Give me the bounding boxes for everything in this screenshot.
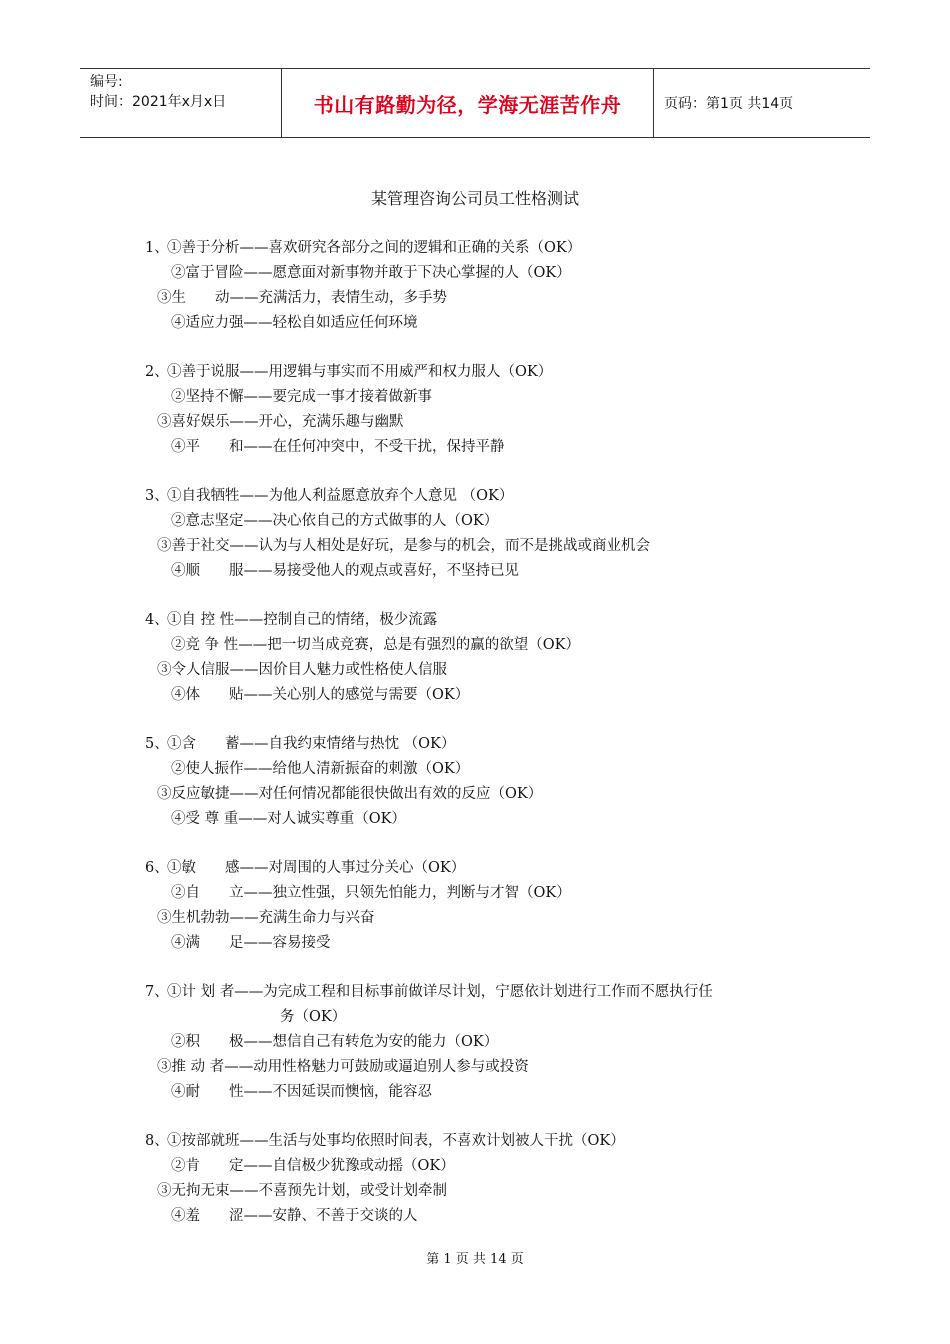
option-text: ③生机勃勃——充满生命力与兴奋 xyxy=(157,910,375,926)
option-line xyxy=(145,856,825,881)
question-number: 3、 xyxy=(145,488,169,504)
question-number: 2、 xyxy=(145,364,169,380)
option-text: ④顺 服——易接受他人的观点或喜好，不坚持已见 xyxy=(171,563,519,579)
header-motto-cell xyxy=(282,69,654,137)
option-text: ④体 贴——关心别人的感觉与需要（OK） xyxy=(171,687,470,703)
question-7 xyxy=(145,980,825,1105)
option-text: ①自 控 性——控制自己的情绪，极少流露 xyxy=(167,612,438,628)
option-text: ③反应敏捷——对任何情况都能很快做出有效的反应（OK） xyxy=(157,786,543,802)
option-text: ①自我牺牲——为他人利益愿意放弃个人意见 （OK） xyxy=(167,488,514,504)
question-number: 8、 xyxy=(145,1133,169,1149)
header-meta xyxy=(80,69,282,137)
option-text: ②肯 定——自信极少犹豫或动摇（OK） xyxy=(171,1158,455,1174)
header-motto: 书山有路勤为径，学海无涯苦作舟 xyxy=(313,92,622,117)
option-text: ④满 足——容易接受 xyxy=(171,935,331,951)
question-number: 6、 xyxy=(145,860,169,876)
option-line xyxy=(145,782,825,807)
option-line xyxy=(145,1080,825,1105)
option-line xyxy=(145,807,825,832)
option-continuation: 务（OK） xyxy=(280,1009,347,1025)
question-4 xyxy=(145,608,825,708)
option-text: ④羞 涩——安静、不善于交谈的人 xyxy=(171,1208,418,1224)
document-title: 某管理咨询公司员工性格测试 xyxy=(370,189,579,208)
option-text: ③无拘无束——不喜预先计划，或受计划牵制 xyxy=(157,1183,447,1199)
option-text: ②坚持不懈——要完成一事才接着做新事 xyxy=(171,389,432,405)
question-number: 1、 xyxy=(145,240,169,256)
option-line xyxy=(145,360,825,385)
option-line xyxy=(145,1204,825,1229)
option-text: ②使人振作——给他人清新振奋的刺激（OK） xyxy=(171,761,470,777)
option-line xyxy=(145,1179,825,1204)
option-line xyxy=(145,261,825,286)
option-text: ④平 和——在任何冲突中，不受干扰，保持平静 xyxy=(171,439,505,455)
option-text: ①计 划 者——为完成工程和目标事前做详尽计划，宁愿依计划进行工作而不愿执行任 xyxy=(167,984,713,1000)
option-text: ④受 尊 重——对人诚实尊重（OK） xyxy=(171,811,406,827)
option-text: ③推 动 者——动用性格魅力可鼓励或逼迫别人参与或投资 xyxy=(157,1059,529,1075)
option-line xyxy=(145,1129,825,1154)
option-line xyxy=(145,881,825,906)
question-1 xyxy=(145,236,825,336)
option-line xyxy=(145,757,825,782)
option-text: ③善于社交——认为与人相处是好玩，是参与的机会，而不是挑战或商业机会 xyxy=(157,538,650,554)
option-line xyxy=(145,980,825,1005)
option-text: ①含 蓄——自我约束情绪与热忱 （OK） xyxy=(167,736,456,752)
option-line xyxy=(145,484,825,509)
option-text: ①按部就班——生活与处事均依照时间表，不喜欢计划被人干扰（OK） xyxy=(167,1133,625,1149)
option-text: ③喜好娱乐——开心，充满乐趣与幽默 xyxy=(157,414,404,430)
question-3 xyxy=(145,484,825,584)
option-line xyxy=(145,906,825,931)
option-line xyxy=(145,931,825,956)
question-list xyxy=(145,236,825,1253)
option-line xyxy=(145,1055,825,1080)
option-text: ①敏 感——对周围的人事过分关心（OK） xyxy=(167,860,466,876)
option-line xyxy=(145,410,825,435)
page-header xyxy=(80,68,870,138)
option-text: ②竞 争 性——把一切当成竞赛，总是有强烈的赢的欲望（OK） xyxy=(171,637,580,653)
question-8 xyxy=(145,1129,825,1229)
option-line xyxy=(145,633,825,658)
option-line xyxy=(145,534,825,559)
option-text: ③生 动——充满活力，表情生动，多手势 xyxy=(157,290,447,306)
option-line xyxy=(145,1154,825,1179)
question-6 xyxy=(145,856,825,956)
option-line xyxy=(145,236,825,261)
page-footer: 第 1 页 共 14 页 xyxy=(426,1252,524,1267)
option-text: ②意志坚定——决心依自己的方式做事的人（OK） xyxy=(171,513,499,529)
option-text: ②富于冒险——愿意面对新事物并敢于下决心掌握的人（OK） xyxy=(171,265,571,281)
option-continuation-line xyxy=(145,1005,825,1030)
option-text: ②积 极——想信自己有转危为安的能力（OK） xyxy=(171,1034,499,1050)
question-5 xyxy=(145,732,825,832)
option-text: ③令人信服——因价目人魅力或性格使人信服 xyxy=(157,662,447,678)
option-text: ①善于说服——用逻辑与事实而不用威严和权力服人（OK） xyxy=(167,364,553,380)
option-line xyxy=(145,311,825,336)
question-number: 4、 xyxy=(145,612,169,628)
option-line xyxy=(145,732,825,757)
option-line xyxy=(145,435,825,460)
option-line xyxy=(145,385,825,410)
question-number: 5、 xyxy=(145,736,169,752)
date-label: 时间：2021年x月x日 xyxy=(90,94,227,110)
option-line xyxy=(145,559,825,584)
serial-label: 编号: xyxy=(90,74,123,90)
question-2 xyxy=(145,360,825,460)
option-text: ②自 立——独立性强，只领先怕能力，判断与才智（OK） xyxy=(171,885,571,901)
option-line xyxy=(145,1030,825,1055)
option-text: ①善于分析——喜欢研究各部分之间的逻辑和正确的关系（OK） xyxy=(167,240,582,256)
option-text: ④适应力强——轻松自如适应任何环境 xyxy=(171,315,418,331)
option-line xyxy=(145,683,825,708)
option-text: ④耐 性——不因延误而懊恼，能容忍 xyxy=(171,1084,432,1100)
option-line xyxy=(145,286,825,311)
option-line xyxy=(145,509,825,534)
header-page-info: 页码：第1页 共14页 xyxy=(664,96,794,112)
option-line xyxy=(145,608,825,633)
option-line xyxy=(145,658,825,683)
question-number: 7、 xyxy=(145,984,169,1000)
